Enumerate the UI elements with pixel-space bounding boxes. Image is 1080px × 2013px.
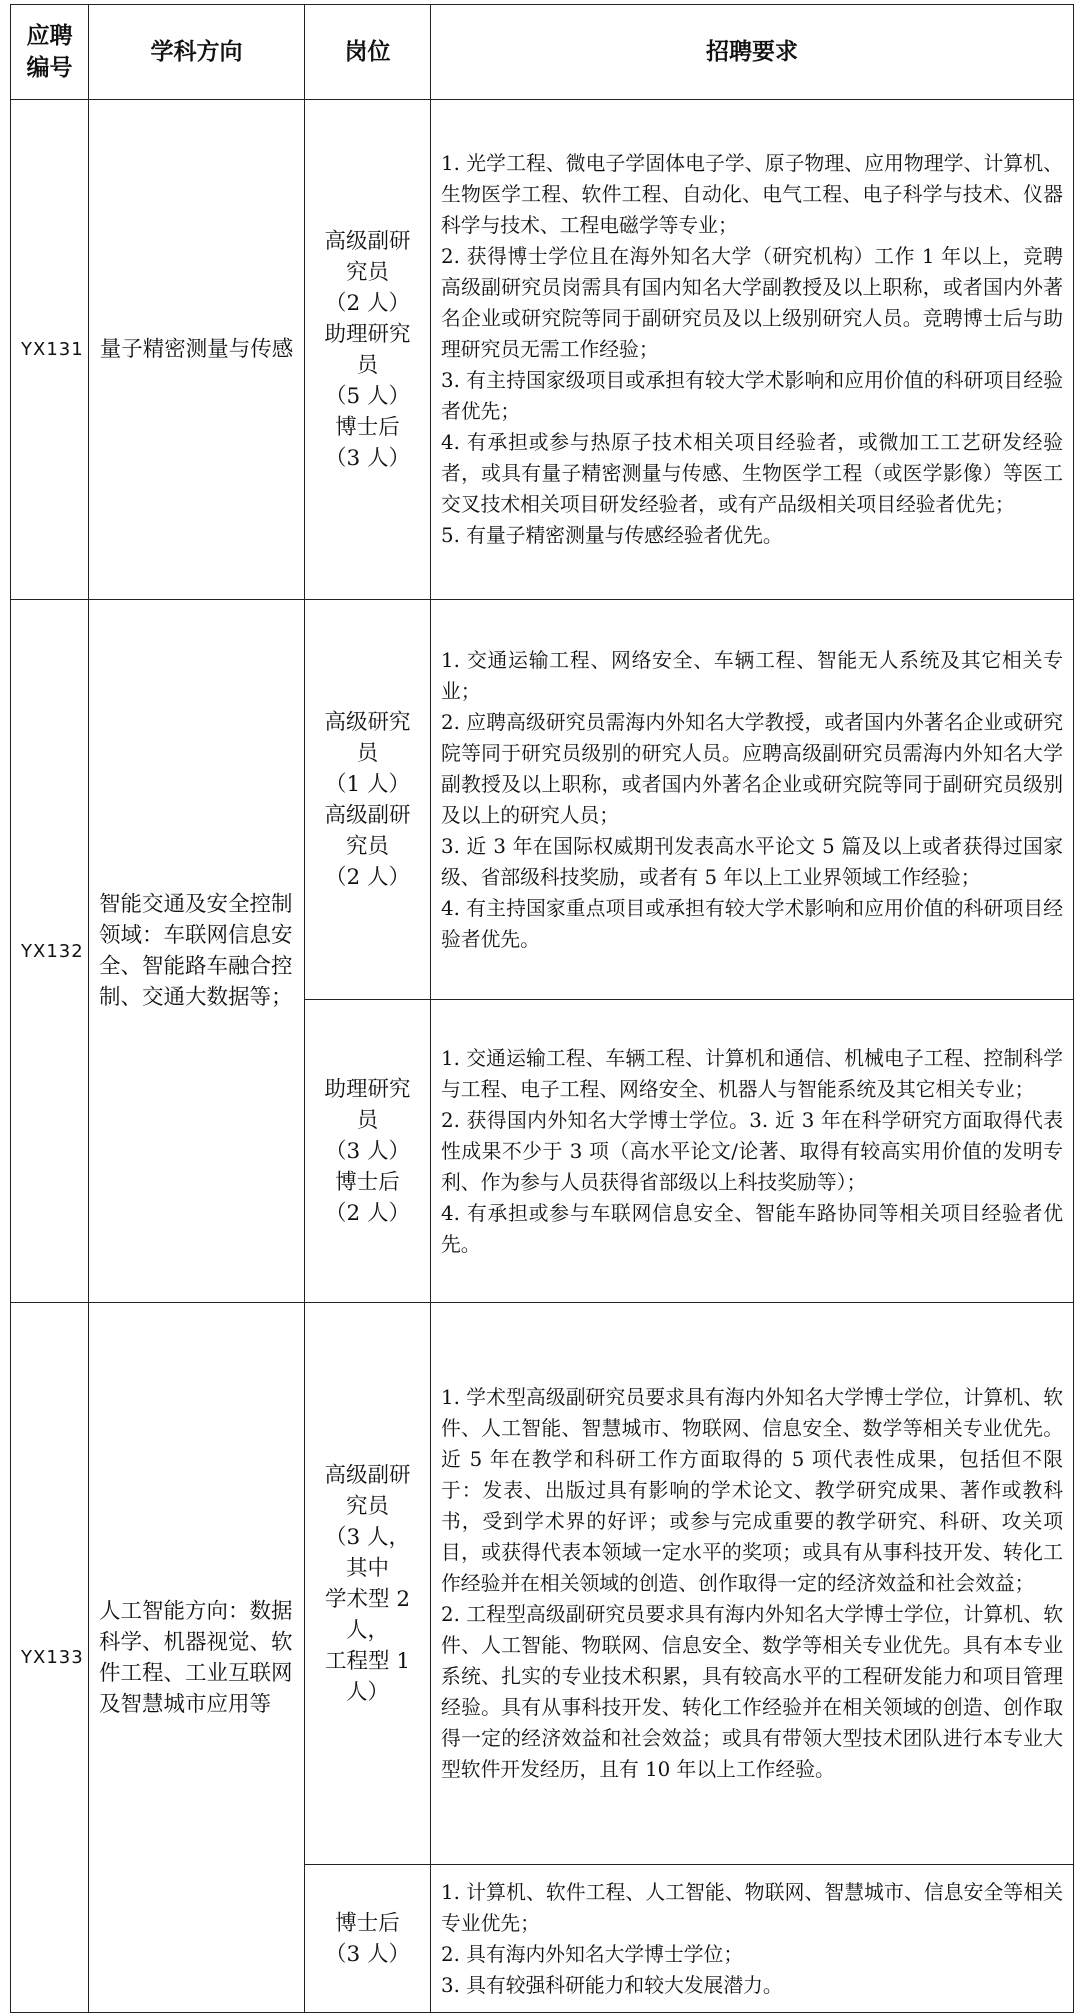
requirements-cell — [431, 1303, 1074, 1865]
code-cell: YX133 — [11, 1303, 89, 2013]
code-cell: YX131 — [11, 100, 89, 600]
table-row — [11, 100, 1074, 600]
post-line: 博士后 — [335, 1910, 400, 1936]
requirement-item: 1. 光学工程、微电子学固体电子学、原子物理、应用物理学、计算机、生物医学工程、软件工程、自动化、电气工程、电子科学与技术、仪器科学与技术、工程电磁学等专业； — [441, 152, 1063, 237]
post-line: 博士后 — [335, 414, 400, 440]
requirement-item: 2. 工程型高级副研究员要求具有海内外知名大学博士学位，计算机、软件、人工智能、物联网、信息安全、数学等相关专业优先。具有本专业系统、扎实的专业技术积累，具有较高水平的工程研发能力和项目管理经验。具有从事科技开发、转化工作经验并在相关领域的创造、创作取得一定的经济效益和社会效益；或具有带领大型技术团队进行本专业大型软件开发经历，且有 10 年以上工作经验。 — [441, 1603, 1063, 1781]
code-cell: YX132 — [11, 600, 89, 1303]
post-line: 工程型 1 人） — [324, 1648, 410, 1705]
requirement-item: 2. 具有海内外知名大学博士学位； — [441, 1942, 744, 1966]
requirement-item: 1. 交通运输工程、网络安全、车辆工程、智能无人系统及其它相关专业； — [441, 648, 1063, 703]
post-line: （3 人） — [324, 1941, 410, 1967]
post-cell — [305, 1000, 431, 1303]
header-code-line2: 编号 — [26, 55, 73, 81]
post-cell — [305, 1865, 431, 2013]
post-line: （3 人） — [324, 1138, 410, 1164]
requirements-cell — [431, 100, 1074, 600]
header-code-line1: 应聘 — [26, 23, 73, 49]
requirements-cell — [431, 1000, 1074, 1303]
post-line: 博士后 — [335, 1169, 400, 1195]
requirement-item: 4. 有主持国家重点项目或承担有较大学术影响和应用价值的科研项目经验者优先。 — [441, 896, 1063, 951]
requirement-item: 4. 有承担或参与车联网信息安全、智能车路协同等相关项目经验者优先。 — [441, 1201, 1063, 1256]
header-subject: 学科方向 — [89, 5, 305, 100]
requirement-item: 2. 获得国内外知名大学博士学位。3. 近 3 年在科学研究方面取得代表性成果不少于 3 项（高水平论文/论著、取得有较高实用价值的发明专利、作为参与人员获得省部级以上科技奖励等）； — [441, 1108, 1063, 1194]
requirement-item: 3. 近 3 年在国际权威期刊发表高水平论文 5 篇及以上或者获得过国家级、省部级科技奖励，或者有 5 年以上工业界领域工作经验； — [441, 834, 1063, 889]
header-post: 岗位 — [305, 5, 431, 100]
post-line: 高级副研究员 — [324, 228, 411, 285]
requirement-item: 5. 有量子精密测量与传感经验者优先。 — [441, 524, 783, 547]
post-line: （5 人） — [324, 383, 410, 409]
requirements-cell — [431, 1865, 1074, 2013]
subject-cell: 量子精密测量与传感 — [89, 100, 305, 600]
requirement-item: 3. 具有较强科研能力和较大发展潜力。 — [441, 1973, 783, 1997]
post-line: 学术型 2 人， — [324, 1586, 410, 1643]
requirements-cell — [431, 600, 1074, 1000]
post-line: 高级研究员 — [324, 709, 411, 766]
header-row — [11, 5, 1074, 100]
post-line: 助理研究员 — [324, 1076, 411, 1133]
table-row — [11, 600, 1074, 1000]
post-line: （2 人） — [324, 290, 410, 316]
post-line: 高级副研究员 — [324, 802, 411, 859]
post-line: （2 人） — [324, 1200, 410, 1226]
post-line: （3 人，其中 — [324, 1524, 410, 1581]
requirement-item: 2. 获得博士学位且在海外知名大学（研究机构）工作 1 年以上，竞聘高级副研究员岗需具有国内知名大学副教授及以上职称，或者国内外著名企业或研究院等同于副研究员及以上级别研究人员。竞聘博士后与助理研究员无需工作经验； — [441, 245, 1063, 361]
post-line: 助理研究员 — [324, 321, 411, 378]
requirement-item: 4. 有承担或参与热原子技术相关项目经验者，或微加工工艺研发经验者，或具有量子精密测量与传感、生物医学工程（或医学影像）等医工交叉技术相关项目研发经验者，或有产品级相关项目经验者优先； — [441, 431, 1063, 516]
table-row — [11, 1303, 1074, 1865]
requirement-item: 3. 有主持国家级项目或承担有较大学术影响和应用价值的科研项目经验者优先； — [441, 369, 1063, 423]
post-cell — [305, 1303, 431, 1865]
post-line: （2 人） — [324, 864, 410, 890]
requirement-item: 1. 交通运输工程、车辆工程、计算机和通信、机械电子工程、控制科学与工程、电子工程、网络安全、机器人与智能系统及其它相关专业； — [441, 1046, 1063, 1101]
post-cell — [305, 600, 431, 1000]
post-line: 高级副研究员 — [324, 1462, 411, 1519]
requirement-item: 1. 学术型高级副研究员要求具有海内外知名大学博士学位，计算机、软件、人工智能、智慧城市、物联网、信息安全、数学等相关专业优先。近 5 年在教学和科研工作方面取得的 5 项代表性成果，包括但不限于：发表、出版过具有影响的学术论文、教学研究成果、著作或教科书，受到学术界的好评；或参与完成重要的教学研究、科研、攻关项目，或获得代表本领域一定水平的奖项；或具有从事科技开发、转化工作经验并在相关领域的创造、创作取得一定的经济效益和社会效益； — [441, 1386, 1063, 1595]
post-line: （3 人） — [324, 445, 410, 471]
header-code — [11, 5, 89, 100]
subject-cell: 人工智能方向：数据科学、机器视觉、软件工程、工业互联网及智慧城市应用等 — [89, 1303, 305, 2013]
post-line: （1 人） — [324, 771, 410, 797]
requirement-item: 1. 计算机、软件工程、人工智能、物联网、智慧城市、信息安全等相关专业优先； — [441, 1880, 1063, 1935]
post-cell — [305, 100, 431, 600]
header-requirements: 招聘要求 — [431, 5, 1074, 100]
recruitment-table — [10, 4, 1074, 2013]
subject-cell: 智能交通及安全控制领域：车联网信息安全、智能路车融合控制、交通大数据等； — [89, 600, 305, 1303]
requirement-item: 2. 应聘高级研究员需海内外知名大学教授，或者国内外著名企业或研究院等同于研究员级别的研究人员。应聘高级副研究员需海内外知名大学副教授及以上职称，或者国内外著名企业或研究院等同于副研究员级别及以上的研究人员； — [441, 710, 1063, 827]
